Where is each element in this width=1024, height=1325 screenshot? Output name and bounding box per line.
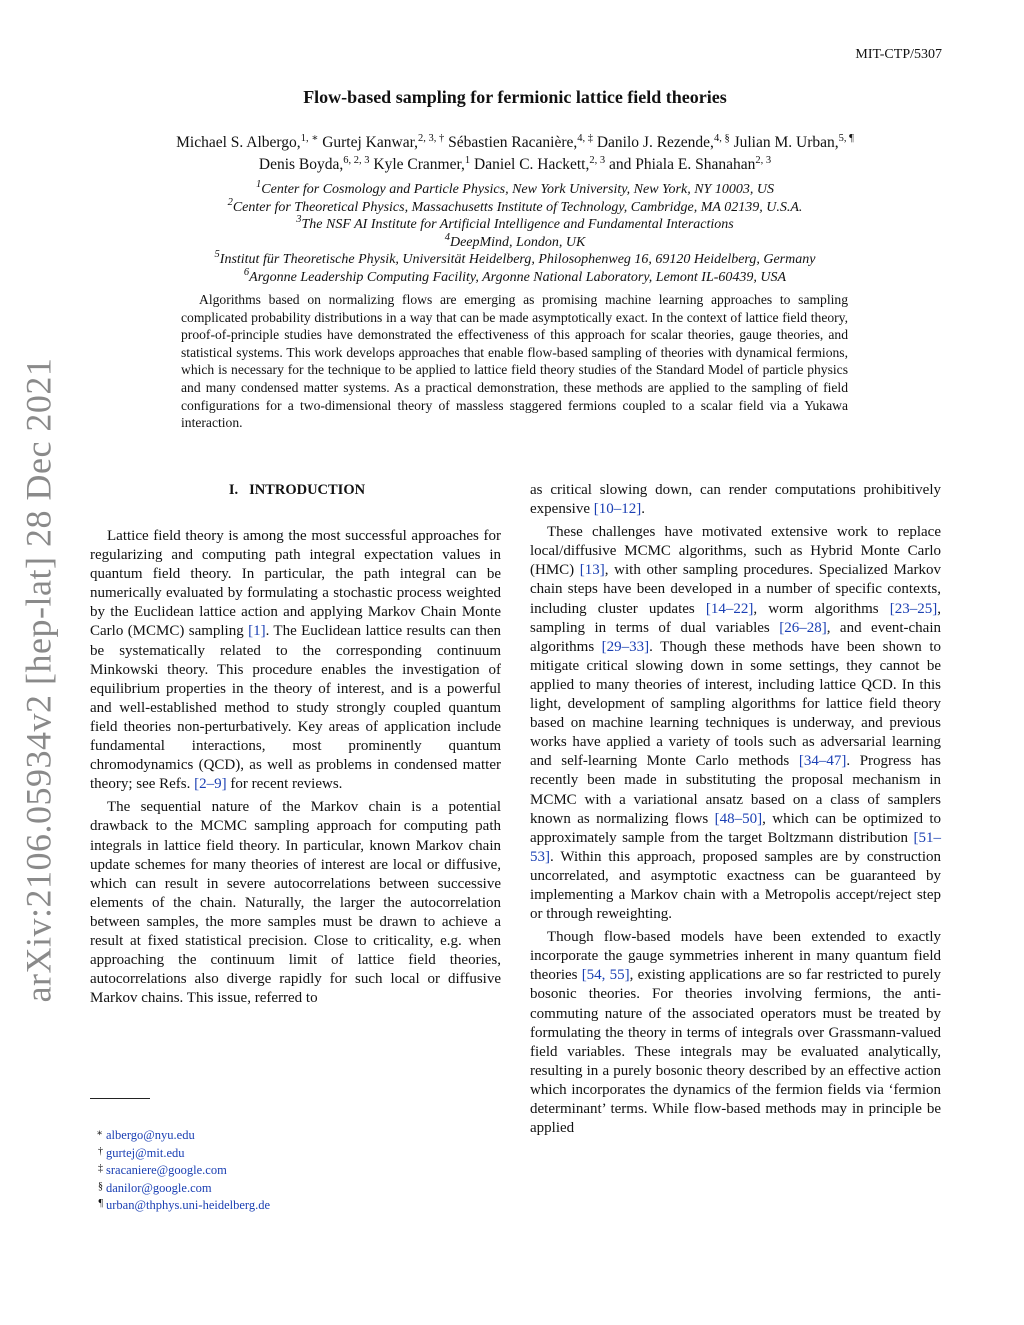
footnote-divider: [90, 1098, 150, 1099]
citation-link[interactable]: [26–28]: [779, 619, 827, 636]
text-run: Lattice field theory is among the most successful approaches for regularizing and computing path integral expectation values in quantum field theory. In particular, the path integral can be numerically evaluated by formulating a stochastic process weighted by the Euclidean lattice action and applying Markov Chain Monte Carlo (MCMC) sampling: [90, 528, 501, 640]
text-run: . Within this approach, proposed samples are by construction uncorrelated, and asymptotic exactness can be guaranteed by implementing a Markov chain with a Metropolis accept/reject step or through reweighting.: [530, 848, 941, 923]
footnote-mark: ¶: [98, 1198, 103, 1209]
text-run: . Progress has recently been made in substituting the proposal mechanism in MCMC with a variational ansatz based on a class of samplers known as normalizing flows: [530, 753, 941, 827]
email-link[interactable]: urban@thphys.uni-heidelberg.de: [106, 1198, 271, 1212]
author-name: and Phiala E. Shanahan: [609, 156, 756, 173]
citation-link[interactable]: [48–50]: [714, 810, 763, 827]
email-link[interactable]: gurtej@mit.edu: [106, 1145, 185, 1160]
citation-link[interactable]: [13]: [579, 562, 605, 579]
citation-link[interactable]: [14–22]: [705, 600, 754, 617]
text-run: , with other sampling procedures. Specialized Markov chain steps have been developed in a number of specific contexts, including cluster updates: [530, 562, 941, 617]
author-name: Daniel C. Hackett,: [474, 156, 590, 173]
affiliation-mark: 3: [296, 214, 302, 225]
author-affiliation-marks: 5, ¶: [838, 133, 854, 144]
affiliation-mark: 6: [243, 266, 250, 278]
affiliation-mark: 5: [214, 249, 220, 260]
author-affiliation-marks: 1: [464, 155, 471, 166]
footnote: [90, 1144, 270, 1162]
affiliation-text: The NSF AI Institute for Artificial Intelligence and Fundamental Interactions: [301, 217, 734, 232]
section-number: I.: [228, 482, 239, 498]
author-name: Julian M. Urban,: [733, 134, 839, 151]
paragraph: [530, 928, 941, 1138]
author-affiliation-marks: 2, 3, †: [418, 133, 445, 144]
left-text-column: [90, 527, 501, 1008]
footnotes: [90, 1126, 270, 1214]
author-affiliation-marks: 4, §: [713, 133, 730, 144]
author-name: Kyle Cranmer,: [373, 156, 465, 173]
author-list-line-2: [95, 150, 935, 176]
text-run: , sampling in terms of dual variables: [530, 600, 941, 636]
affiliation-text: DeepMind, London, UK: [449, 234, 586, 250]
text-run: Though flow-based models have been extended to exactly incorporate the gauge symmetries inherent in many quantum field theories: [530, 929, 941, 984]
text-run: , worm algorithms: [753, 600, 890, 617]
paragraph: [90, 527, 501, 794]
author-affiliation-marks: 1, ∗: [300, 133, 319, 144]
author-name: Sébastien Racanière,: [448, 134, 578, 151]
citation-link[interactable]: [23–25]: [889, 600, 938, 617]
citation-link[interactable]: [54, 55]: [581, 967, 630, 984]
text-run: , which can be optimized to approximately sample from the target Boltzmann distribution: [530, 810, 941, 846]
text-run: . Though these methods have been shown to mitigate critical slowing down in some settings, they cannot be applied to many theories of interest, including lattice QCD. In this light, development of sampling algorithms for lattice field theory based on machine learning techniques is underway, and previous works have applied a variety of tools such as adversarial learning and self-learning Monte Carlo methods: [530, 638, 941, 770]
text-run: , existing applications are so far restricted to purely bosonic theories. For theories involving fermions, the anti-commuting nature of the associated operators must be treated by formulating the theory in terms of integrals over Grassmann-valued field variables. These integrals may be evaluated analytically, resulting in a purely bosonic theory described by an effective action which incorporates the dynamics of the fermion fields via ‘fermion determinant’ terms. While flow-based methods may in principle be applied: [530, 967, 941, 1137]
citation-link[interactable]: [2–9]: [194, 776, 227, 793]
affiliation-text: Center for Cosmology and Particle Physics, New York University, New York, NY 10003, US: [261, 182, 774, 197]
author-name: Denis Boyda,: [258, 156, 344, 173]
footnote-mark: §: [98, 1180, 103, 1192]
arxiv-identifier-text: arXiv:2106.05934v2 [hep-lat] 28 Dec 2021: [18, 357, 59, 1003]
footnote: [90, 1126, 270, 1144]
affiliation-mark: 1: [256, 179, 262, 190]
affiliation-text: Argonne Leadership Computing Facility, Argonne National Laboratory, Lemont IL-60439, USA: [249, 269, 787, 285]
arxiv-identifier-stamp: [8, 357, 68, 1003]
right-text-column: [530, 481, 941, 1138]
citation-link[interactable]: [34–47]: [798, 753, 847, 770]
citation-link[interactable]: [51–53]: [530, 829, 941, 865]
text-run: . The Euclidean lattice results can then be systematically related to the corresponding continuum Minkowski theory. This procedure enables the investigation of equilibrium properties in the theory of interest, and is a powerful and well-established method to study strongly coupled quantum field theories non-perturbatively. Key areas of application include fundamental interactions, most prominently quantum chromodynamics (QCD), as well as problems in condensed matter theory; see Refs.: [90, 623, 501, 793]
footnote: [90, 1161, 270, 1179]
footnote-mark: ‡: [98, 1163, 103, 1174]
author-name: Michael S. Albergo,: [176, 134, 301, 151]
author-affiliation-marks: 2, 3: [755, 155, 772, 166]
citation-link[interactable]: [1]: [248, 623, 266, 640]
footnote: [90, 1179, 270, 1197]
section-title: INTRODUCTION: [249, 482, 366, 498]
email-link[interactable]: albergo@nyu.edu: [106, 1128, 195, 1142]
affiliation-mark: 4: [444, 231, 450, 243]
affiliation-text: Center for Theoretical Physics, Massachusetts Institute of Technology, Cambridge, MA 02139, U.S.A.: [232, 199, 803, 215]
paragraph: [530, 523, 941, 924]
footnote: [90, 1196, 270, 1214]
affiliation-text: Institut für Theoretische Physik, Universität Heidelberg, Philosophenweg 16, 69120 Heidelberg, Germany: [219, 252, 816, 267]
text-run: , and event-chain algorithms: [530, 619, 942, 655]
author-affiliation-marks: 2, 3: [589, 155, 606, 166]
text-run: as critical slowing down, can render computations prohibitively expensive: [530, 482, 941, 518]
email-link[interactable]: danilor@google.com: [106, 1180, 212, 1195]
text-run: .: [641, 501, 645, 518]
section-heading: [92, 482, 502, 499]
author-name: Danilo J. Rezende,: [596, 134, 714, 151]
paragraph: [530, 481, 941, 519]
footnote-mark: ∗: [96, 1128, 103, 1139]
report-number: MIT-CTP/5307: [855, 47, 942, 62]
abstract: Algorithms based on normalizing flows are emerging as promising machine learning approaches to sampling complicated probability distributions in a way that can be made asymptotically exact. In the context of lattice field theory, proof-of-principle studies have demonstrated the effectiveness of this approach for scalar theories, gauge theories, and statistical systems. This work develops approaches that enable flow-based sampling of theories with dynamical fermions, which is necessary for the technique to be applied to lattice field theory studies of the Standard Model of particle physics and many condensed matter systems. As a practical demonstration, these methods are applied to the sampling of field configurations for a two-dimensional theory of massless staggered fermions coupled to a scalar field via a Yukawa interaction.: [181, 292, 848, 431]
author-affiliation-marks: 4, ‡: [577, 133, 593, 144]
text-run: for recent reviews.: [226, 776, 343, 793]
footnote-mark: †: [98, 1145, 103, 1157]
author-name: Gurtej Kanwar,: [322, 134, 418, 151]
citation-link[interactable]: [29–33]: [601, 638, 650, 655]
affiliation-mark: 2: [227, 196, 233, 208]
text-run: These challenges have motivated extensive work to replace local/diffusive MCMC algorithms, such as Hybrid Monte Carlo (HMC): [530, 524, 941, 579]
affiliation: [100, 264, 930, 287]
citation-link[interactable]: [10–12]: [593, 501, 642, 518]
paper-title: Flow-based sampling for fermionic lattice field theories: [303, 87, 727, 107]
email-link[interactable]: sracaniere@google.com: [106, 1163, 227, 1177]
author-affiliation-marks: 6, 2, 3: [343, 155, 370, 166]
paragraph: The sequential nature of the Markov chain is a potential drawback to the MCMC sampling approach for computing path integrals in lattice field theory. In particular, known Markov chain update schemes for many theories of interest are local or diffusive, which can result in severe autocorrelations between successive elements of the chain. Naturally, the larger the autocorrelation between samples, the more samples must be drawn to achieve a result at fixed statistical precision. Close to criticality, e.g. when approaching the continuum limit of lattice field theories, autocorrelations also diverge rapidly for such local or diffusive Markov chains. This issue, referred to: [90, 799, 501, 1007]
